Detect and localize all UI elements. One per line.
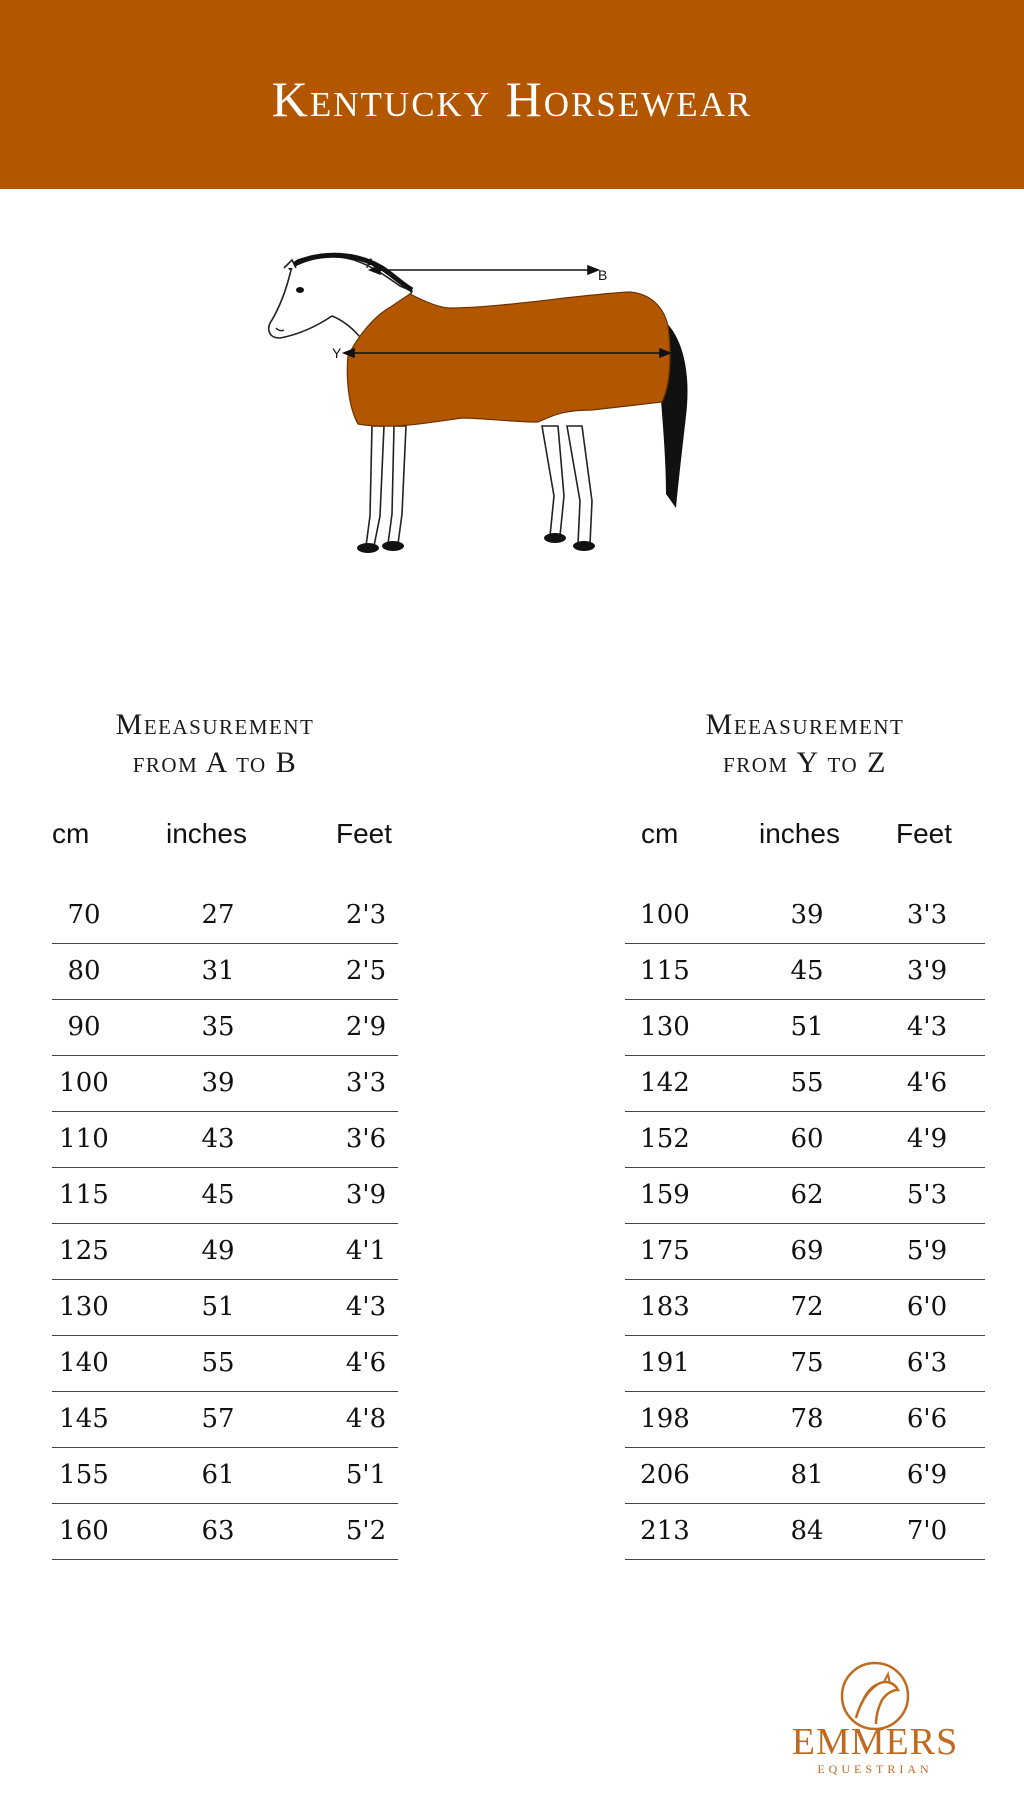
cell-feet: 2'3 — [345, 900, 387, 930]
cell-cm: 130 — [59, 1292, 109, 1322]
cell-cm: 90 — [67, 1012, 101, 1042]
cell-cm: 70 — [67, 900, 101, 930]
table-row — [625, 1224, 985, 1280]
cell-inches: 57 — [201, 1404, 235, 1434]
column-header-feet: Feet — [896, 818, 953, 849]
cell-inches: 62 — [790, 1180, 824, 1210]
cell-cm: 125 — [59, 1236, 109, 1266]
horse-measurement-diagram — [262, 246, 722, 566]
horse-rug — [347, 292, 670, 426]
table-row — [52, 1448, 398, 1504]
cell-inches: 27 — [201, 900, 235, 930]
cell-feet: 6'9 — [906, 1460, 948, 1490]
table-row — [52, 1504, 398, 1560]
cell-cm: 191 — [640, 1348, 690, 1378]
table-row — [625, 1168, 985, 1224]
cell-inches: 61 — [201, 1460, 235, 1490]
cell-feet: 3'3 — [906, 900, 948, 930]
brand-logo — [780, 1660, 970, 1775]
cell-inches: 55 — [790, 1068, 824, 1098]
cell-cm: 159 — [640, 1180, 690, 1210]
column-header-inches: inches — [166, 818, 247, 849]
cell-inches: 39 — [201, 1068, 235, 1098]
table-row — [625, 1336, 985, 1392]
cell-feet: 4'3 — [345, 1292, 387, 1322]
cell-inches: 43 — [201, 1124, 235, 1154]
cell-feet: 3'6 — [345, 1124, 387, 1154]
cell-feet: 4'9 — [906, 1124, 948, 1154]
cell-cm: 115 — [640, 956, 690, 986]
cell-feet: 5'3 — [906, 1180, 948, 1210]
cell-cm: 130 — [640, 1012, 690, 1042]
cell-inches: 51 — [201, 1292, 235, 1322]
cell-cm: 152 — [640, 1124, 690, 1154]
column-header-inches: inches — [759, 818, 840, 849]
cell-cm: 145 — [59, 1404, 109, 1434]
row-divider — [52, 1559, 398, 1561]
table-row — [52, 1168, 398, 1224]
table-row — [52, 1336, 398, 1392]
cell-feet: 7'0 — [906, 1516, 948, 1546]
cell-feet: 4'3 — [906, 1012, 948, 1042]
column-header-cm: cm — [52, 818, 90, 849]
cell-feet: 6'3 — [906, 1348, 948, 1378]
table-y-z-heading-line2: from Y to Z — [723, 746, 887, 779]
cell-feet: 4'6 — [906, 1068, 948, 1098]
cell-feet: 2'9 — [345, 1012, 387, 1042]
cell-inches: 78 — [790, 1404, 824, 1434]
table-row — [52, 1000, 398, 1056]
cell-feet: 2'5 — [345, 956, 387, 986]
horse-legs — [366, 426, 592, 546]
column-header-cm: cm — [641, 818, 679, 849]
cell-cm: 213 — [640, 1516, 690, 1546]
cell-cm: 100 — [640, 900, 690, 930]
table-y-z-heading-line1: Meeasurement — [705, 708, 905, 741]
cell-inches: 45 — [201, 1180, 235, 1210]
table-row — [625, 888, 985, 944]
cell-feet: 5'9 — [906, 1236, 948, 1266]
cell-cm: 160 — [59, 1516, 109, 1546]
horse-eye — [296, 287, 304, 293]
cell-cm: 175 — [640, 1236, 690, 1266]
cell-feet: 6'6 — [906, 1404, 948, 1434]
row-divider — [625, 1559, 985, 1561]
cell-feet: 3'9 — [906, 956, 948, 986]
column-header-feet: Feet — [336, 818, 393, 849]
cell-inches: 69 — [790, 1236, 824, 1266]
cell-inches: 72 — [790, 1292, 824, 1322]
table-a-b-heading-line1: Meeasurement — [115, 708, 315, 741]
table-row — [52, 944, 398, 1000]
table-row — [625, 944, 985, 1000]
cell-cm: 155 — [59, 1460, 109, 1490]
cell-inches: 55 — [201, 1348, 235, 1378]
table-row — [52, 1056, 398, 1112]
cell-inches: 60 — [790, 1124, 824, 1154]
table-row — [52, 1280, 398, 1336]
cell-cm: 140 — [59, 1348, 109, 1378]
table-row — [625, 1056, 985, 1112]
cell-cm: 80 — [67, 956, 101, 986]
table-row — [625, 1280, 985, 1336]
table-row — [625, 1112, 985, 1168]
table-row — [625, 1448, 985, 1504]
cell-inches: 81 — [790, 1460, 824, 1490]
brand-logo-sub: EQUESTRIAN — [817, 1762, 933, 1776]
table-a-b-heading — [60, 706, 370, 782]
page-title: Kentucky Horsewear — [271, 70, 753, 127]
cell-cm: 142 — [640, 1068, 690, 1098]
label-y: Y — [332, 345, 342, 361]
label-b: B — [598, 267, 608, 283]
cell-cm: 198 — [640, 1404, 690, 1434]
table-row — [52, 1112, 398, 1168]
cell-inches: 84 — [790, 1516, 824, 1546]
table-row — [52, 888, 398, 944]
cell-feet: 4'6 — [345, 1348, 387, 1378]
table-row — [625, 1000, 985, 1056]
page-header — [0, 0, 1024, 189]
label-z: Z — [674, 349, 683, 365]
cell-inches: 31 — [201, 956, 235, 986]
table-row — [625, 1392, 985, 1448]
label-a: A — [366, 255, 376, 271]
cell-cm: 110 — [59, 1124, 109, 1154]
cell-feet: 4'8 — [345, 1404, 387, 1434]
cell-feet: 3'9 — [345, 1180, 387, 1210]
table-a-b-heading-line2: from A to B — [132, 746, 298, 779]
cell-cm: 206 — [640, 1460, 690, 1490]
cell-feet: 5'2 — [345, 1516, 387, 1546]
cell-cm: 100 — [59, 1068, 109, 1098]
table-y-z-heading — [650, 706, 960, 782]
cell-inches: 39 — [790, 900, 824, 930]
cell-feet: 3'3 — [345, 1068, 387, 1098]
cell-inches: 51 — [790, 1012, 824, 1042]
table-row — [52, 1392, 398, 1448]
cell-feet: 4'1 — [345, 1236, 387, 1266]
table-row — [625, 1504, 985, 1560]
cell-inches: 63 — [201, 1516, 235, 1546]
cell-inches: 75 — [790, 1348, 824, 1378]
cell-feet: 6'0 — [906, 1292, 948, 1322]
cell-cm: 183 — [640, 1292, 690, 1322]
brand-logo-word: EMMERS — [791, 1721, 959, 1763]
cell-inches: 45 — [790, 956, 824, 986]
table-row — [52, 1224, 398, 1280]
cell-inches: 49 — [201, 1236, 235, 1266]
cell-feet: 5'1 — [345, 1460, 387, 1490]
cell-inches: 35 — [201, 1012, 235, 1042]
cell-cm: 115 — [59, 1180, 109, 1210]
